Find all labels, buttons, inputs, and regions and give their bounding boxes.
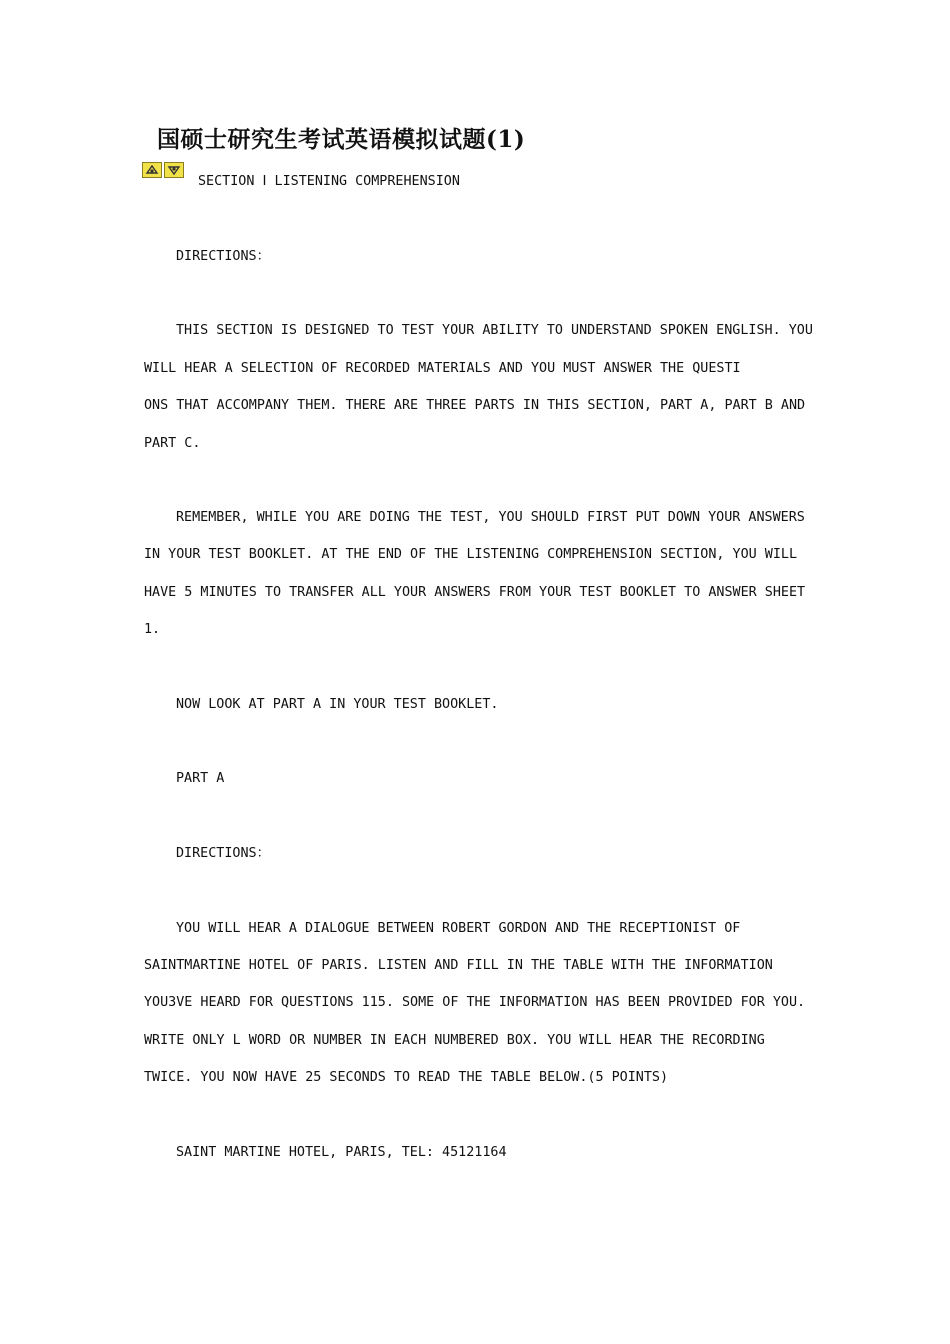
- paragraph-line: HAVE 5 MINUTES TO TRANSFER ALL YOUR ANSWERS FROM YOUR TEST BOOKLET TO ANSWER SHEET: [144, 585, 806, 600]
- directions-label: DIRECTIONS：: [176, 846, 271, 861]
- paragraph-line: 1.: [144, 622, 161, 637]
- paragraph-line: WRITE ONLY L WORD OR NUMBER IN EACH NUMBERED BOX. YOU WILL HEAR THE RECORDING: [144, 1033, 765, 1048]
- paragraph-line: WILL HEAR A SELECTION OF RECORDED MATERIALS AND YOU MUST ANSWER THE QUESTI: [144, 361, 741, 376]
- document-title: 国硕士研究生考试英语模拟试题(1): [157, 126, 526, 153]
- hotel-info-line: SAINT MARTINE HOTEL, PARIS, TEL: 45121164: [176, 1145, 507, 1160]
- paragraph-line: REMEMBER, WHILE YOU ARE DOING THE TEST, YOU SHOULD FIRST PUT DOWN YOUR ANSWERS: [176, 510, 805, 525]
- navigation-icon[interactable]: [142, 162, 162, 178]
- part-heading: PART A: [176, 771, 225, 786]
- paragraph-line: NOW LOOK AT PART A IN YOUR TEST BOOKLET.: [176, 697, 499, 712]
- paragraph-line: IN YOUR TEST BOOKLET. AT THE END OF THE LISTENING COMPREHENSION SECTION, YOU WILL: [144, 547, 798, 562]
- paragraph-line: YOU3VE HEARD FOR QUESTIONS 115. SOME OF THE INFORMATION HAS BEEN PROVIDED FOR YOU.: [144, 995, 806, 1010]
- directions-label: DIRECTIONS：: [176, 249, 271, 264]
- paragraph-line: YOU WILL HEAR A DIALOGUE BETWEEN ROBERT GORDON AND THE RECEPTIONIST OF: [176, 921, 741, 936]
- paragraph-line: THIS SECTION IS DESIGNED TO TEST YOUR ABILITY TO UNDERSTAND SPOKEN ENGLISH. YOU: [176, 323, 813, 338]
- paragraph-line: PART C.: [144, 436, 201, 451]
- paragraph-line: ONS THAT ACCOMPANY THEM. THERE ARE THREE PARTS IN THIS SECTION, PART A, PART B AND: [144, 398, 806, 413]
- section-heading: SECTION Ⅰ LISTENING COMPREHENSION: [198, 174, 460, 189]
- paragraph-line: TWICE. YOU NOW HAVE 25 SECONDS TO READ THE TABLE BELOW.(5 POINTS): [144, 1070, 669, 1085]
- navigation-icons[interactable]: [142, 162, 184, 178]
- paragraph-line: SAINTMARTINE HOTEL OF PARIS. LISTEN AND FILL IN THE TABLE WITH THE INFORMATION: [144, 958, 773, 973]
- navigation-icon[interactable]: [164, 162, 184, 178]
